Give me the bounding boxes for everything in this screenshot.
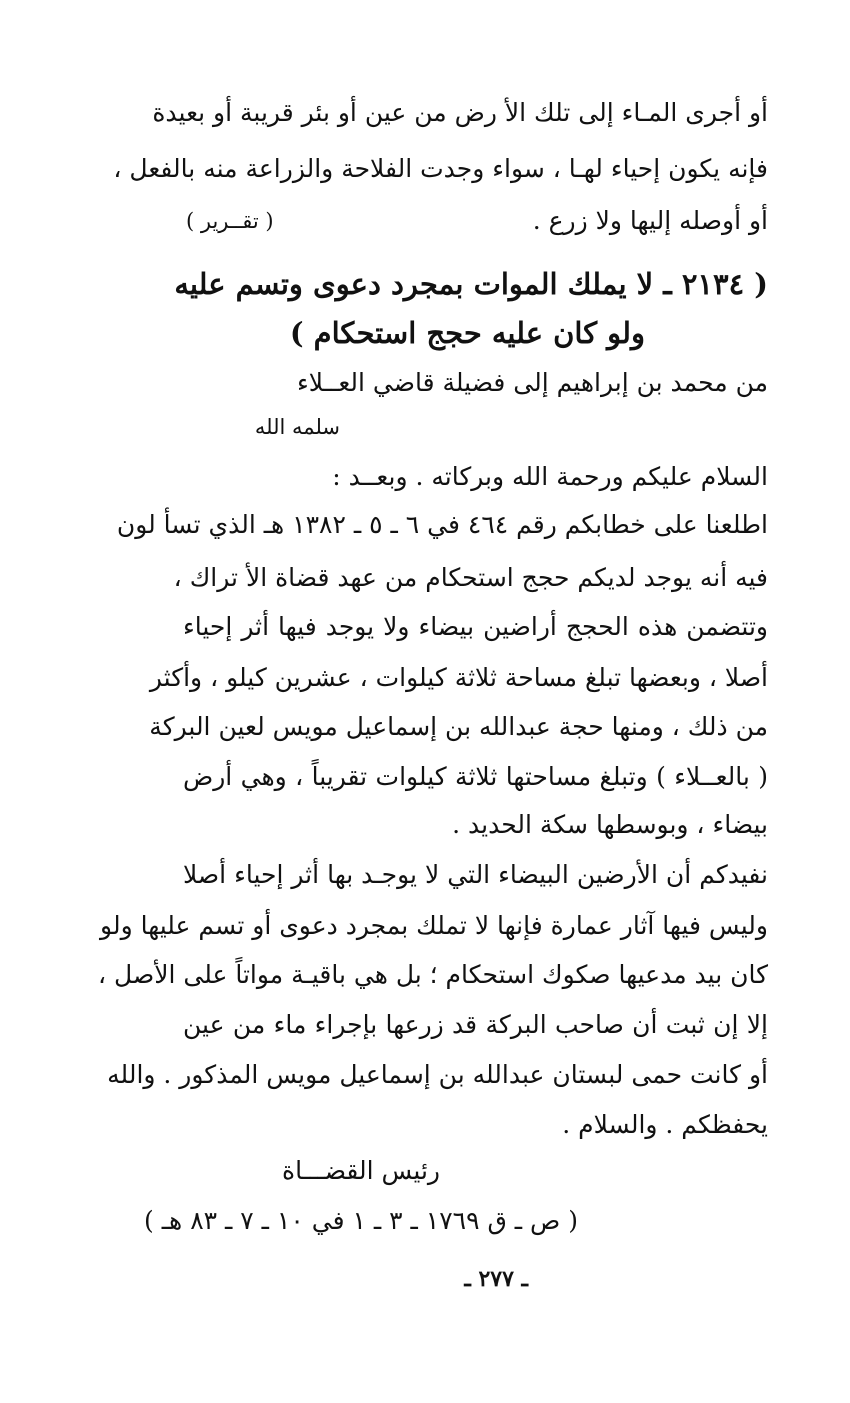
source-citation: ( تقــرير ) [186, 209, 274, 233]
para1-line-7: بيضاء ، وبوسطها سكة الحديد . [452, 810, 768, 839]
section-heading-line-2: ولو كان عليه حجج استحكام ) [289, 316, 645, 350]
para2-line-3: كان بيد مدعيها صكوك استحكام ؛ بل هي باقيـة مواتاً على الأصل ، [98, 960, 768, 989]
para2-line-2: وليس فيها آثار عمارة فإنها لا تملك بمجرد دعوى أو تسم عليها ولو [100, 911, 768, 940]
section-heading-line-1: ( ٢١٣٤ ـ لا يملك الموات بمجرد دعوى وتسم عليه [174, 267, 768, 301]
letter-from: من محمد بن إبراهيم إلى فضيلة قاضي العــلاء [297, 368, 768, 397]
para2-line-1: نفيدكم أن الأرضين البيضاء التي لا يوجـد بها أثر إحياء أصلا [183, 860, 768, 889]
para1-line-6: ( بالعــلاء ) وتبلغ مساحتها ثلاثة كيلوات تقريباً ، وهي أرض [183, 762, 768, 791]
para1-line-5: من ذلك ، ومنها حجة عبدالله بن إسماعيل مويس لعين البركة [149, 712, 768, 741]
para1-line-2: فيه أنه يوجد لديكم حجج استحكام من عهد قضاة الأ تراك ، [173, 563, 768, 592]
para2-line-6: يحفظكم . والسلام . [562, 1110, 768, 1139]
para2-line-5: أو كانت حمى لبستان عبدالله بن إسماعيل مويس المذكور . والله [107, 1060, 768, 1089]
para2-line-4: إلا إن ثبت أن صاحب البركة قد زرعها بإجراء ماء من عين [183, 1010, 768, 1039]
page-number: ـ ٢٧٧ ـ [464, 1266, 528, 1292]
para1-line-1: اطلعنا على خطابكم رقم ٤٦٤ في ٦ ـ ٥ ـ ١٣٨٢ هـ الذي تسأ لون [116, 510, 768, 539]
para1-line-3: وتتضمن هذه الحجج أراضين بيضاء ولا يوجد فيها أثر إحياء [183, 612, 768, 641]
intro-line-1: أو أجرى المـاء إلى تلك الأ رض من عين أو بئر قريبة أو بعيدة [152, 98, 768, 127]
intro-line-2: فإنه يكون إحياء لهـا ، سواء وجدت الفلاحة والزراعة منه بالفعل ، [113, 154, 768, 183]
intro-line-3: أو أوصله إليها ولا زرع . [532, 206, 768, 235]
signature: رئيس القضـــاة [282, 1156, 440, 1185]
reference-number: ( ص ـ ق ١٧٦٩ ـ ٣ ـ ١ في ١٠ ـ ٧ ـ ٨٣ هـ ) [144, 1206, 578, 1235]
para1-line-4: أصلا ، وبعضها تبلغ مساحة ثلاثة كيلوات ، عشرين كيلو ، وأكثر [149, 663, 768, 692]
letter-blessing: سلمه الله [254, 415, 340, 439]
letter-greeting: السلام عليكم ورحمة الله وبركاته . وبعــد : [332, 462, 768, 491]
